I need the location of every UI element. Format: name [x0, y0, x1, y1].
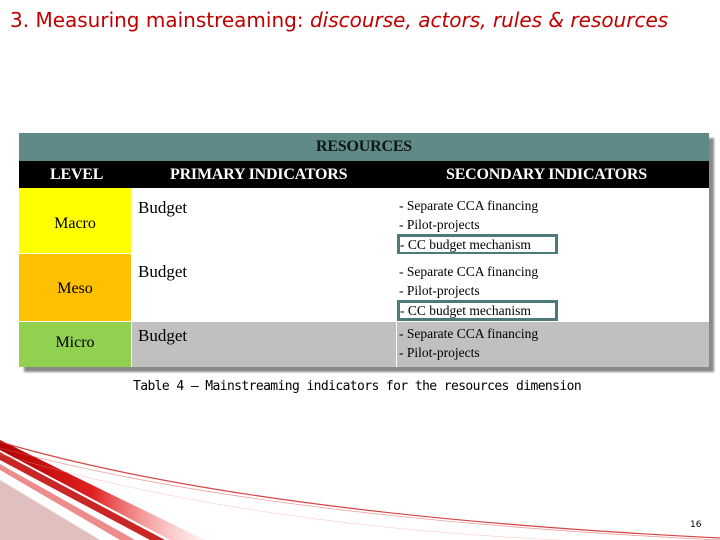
secondary-item: - Pilot-projects [399, 217, 480, 232]
secondary-item: - Pilot-projects [399, 345, 480, 360]
header-secondary: SECONDARY INDICATORS [446, 166, 647, 183]
secondary-indicators-cell [396, 254, 709, 321]
decorative-swoosh [0, 440, 720, 540]
highlighted-secondary-item: - CC budget mechanism [397, 300, 558, 321]
level-cell: Micro [19, 322, 131, 367]
secondary-indicators-cell [396, 322, 709, 367]
primary-indicator-cell: Budget [131, 188, 396, 253]
slide-title-emphasis: discourse, actors, rules & resources [309, 8, 669, 32]
slide-title-prefix: 3. Measuring mainstreaming: [10, 8, 310, 32]
page-number: 16 [690, 520, 702, 530]
secondary-item: - Separate CCA financing [399, 326, 539, 341]
table-row [19, 254, 709, 322]
table-band-title: RESOURCES [19, 133, 709, 161]
secondary-indicators-cell [396, 188, 709, 253]
resources-table [19, 133, 709, 367]
secondary-item: - Pilot-projects [399, 283, 480, 298]
table-row [19, 322, 709, 367]
secondary-item: - Separate CCA financing [399, 198, 539, 213]
header-primary: PRIMARY INDICATORS [170, 166, 348, 183]
header-level: LEVEL [50, 166, 104, 183]
table-caption: Table 4 – Mainstreaming indicators for the resources dimension [133, 379, 582, 394]
primary-indicator-cell: Budget [131, 322, 396, 367]
level-cell: Macro [19, 188, 131, 253]
level-cell: Meso [19, 254, 131, 321]
highlighted-secondary-item: - CC budget mechanism [397, 234, 558, 255]
slide-title [10, 8, 668, 32]
table-row [19, 188, 709, 254]
secondary-item: - Separate CCA financing [399, 264, 539, 279]
table-header-row [19, 161, 709, 188]
primary-indicator-cell: Budget [131, 254, 396, 321]
